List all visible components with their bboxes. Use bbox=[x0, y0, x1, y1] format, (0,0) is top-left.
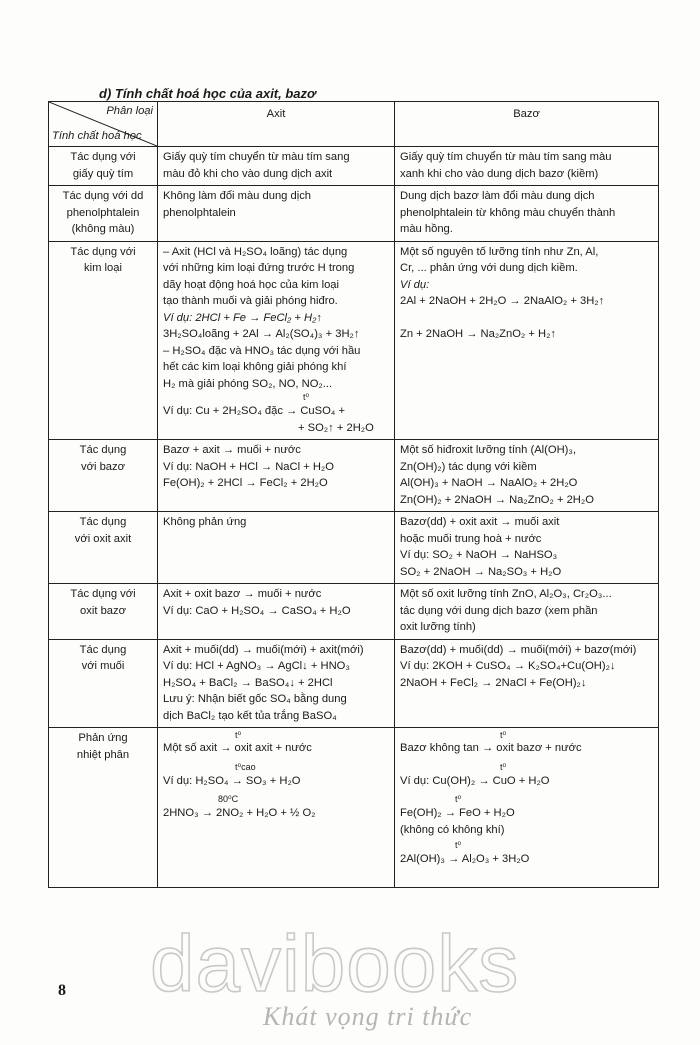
property-cell bbox=[49, 512, 158, 584]
acid-line: phenolphtalein bbox=[163, 206, 236, 219]
condition-label: t⁰ bbox=[500, 730, 507, 740]
property-line: với oxit axit bbox=[74, 532, 132, 545]
base-line: xanh khi cho vào dung dịch bazơ (kiềm) bbox=[400, 167, 599, 180]
acid-line: Ví dụ: Cu + 2H₂SO₄ đặc → CuSO₄ + bbox=[163, 405, 345, 417]
property-line: phenolphtalein bbox=[66, 206, 140, 219]
acid-line: 3H₂SO₄loãng + 2Al → Al₂(SO₄)₃ + 3H₂↑ bbox=[163, 328, 360, 340]
property-line: Phản ứng bbox=[78, 732, 128, 744]
acid-line: Một số axit → oxit axit + nước bbox=[163, 742, 312, 754]
property-cell bbox=[49, 639, 158, 728]
acid-line: Ví dụ: HCl + AgNO₃ → AgCl↓ + HNO₃ bbox=[163, 660, 350, 672]
acid-line: với những kim loại đứng trước H trong bbox=[163, 262, 355, 274]
base-line: Ví dụ: bbox=[400, 278, 430, 291]
base-line bbox=[400, 310, 653, 326]
base-line: SO₂ + 2NaOH → Na₂SO₃ + H₂O bbox=[400, 565, 562, 578]
section-title: d) Tính chất hoá học của axit, bazơ bbox=[99, 86, 316, 101]
table-row bbox=[49, 584, 659, 640]
acid-cell bbox=[158, 584, 395, 640]
property-cell bbox=[49, 147, 158, 186]
watermark-brand: davibooks bbox=[150, 919, 520, 1008]
table-row bbox=[49, 512, 659, 584]
column-header-base: Bazơ bbox=[395, 102, 659, 147]
table-row bbox=[49, 147, 659, 186]
acid-line: Lưu ý: Nhận biết gốc SO₄ bằng dung bbox=[163, 693, 347, 705]
base-line: Ví dụ: 2KOH + CuSO₄ → K₂SO₄+Cu(OH)₂↓ bbox=[400, 660, 616, 672]
acid-cell bbox=[158, 440, 395, 512]
property-line: Tác dụng với bbox=[70, 588, 136, 600]
acid-line: Axit + muối(dd) → muối(mới) + axit(mới) bbox=[163, 643, 364, 656]
base-line: Ví dụ: Cu(OH)₂ → CuO + H₂O bbox=[400, 774, 550, 787]
base-cell bbox=[395, 728, 659, 888]
acid-line: dãy hoạt động hoá học của kim loại bbox=[163, 278, 340, 291]
property-cell bbox=[49, 584, 158, 640]
acid-line: Axit + oxit bazơ → muối + nước bbox=[163, 588, 322, 600]
property-line: với bazơ bbox=[81, 460, 125, 473]
property-line: Tác dụng với dd bbox=[62, 190, 144, 202]
base-cell bbox=[395, 639, 659, 728]
condition-label: t⁰ bbox=[500, 761, 507, 772]
base-line: Giấy quỳ tím chuyển từ màu tím sang màu bbox=[400, 151, 612, 163]
property-line: giấy quỳ tím bbox=[72, 167, 134, 180]
acid-line: Ví dụ: NaOH + HCl → NaCl + H₂O bbox=[163, 460, 334, 473]
column-header-acid: Axit bbox=[158, 102, 395, 147]
acid-line: H₂ mà giải phóng SO₂, NO, NO₂... bbox=[163, 377, 333, 390]
acid-cell bbox=[158, 728, 395, 888]
base-line: 2NaOH + FeCl₂ → 2NaCl + Fe(OH)₂↓ bbox=[400, 676, 587, 689]
base-cell bbox=[395, 186, 659, 242]
table-row bbox=[49, 728, 659, 888]
acid-line: hết các kim loại không giải phóng khí bbox=[163, 361, 347, 373]
base-line: Zn(OH)₂) tác dụng với kiềm bbox=[400, 460, 537, 473]
acid-line: màu đỏ khi cho vào dung dịch axit bbox=[163, 167, 333, 180]
base-cell bbox=[395, 440, 659, 512]
base-line: Zn(OH)₂ + 2NaOH → Na₂ZnO₂ + 2H₂O bbox=[400, 493, 594, 506]
base-line: hoặc muối trung hoà + nước bbox=[400, 532, 542, 545]
property-line: Tác dụng bbox=[79, 516, 127, 528]
base-line: Bazơ(dd) + oxit axit → muối axit bbox=[400, 516, 560, 528]
base-line: Al(OH)₃ + NaOH → NaAlO₂ + 2H₂O bbox=[400, 477, 578, 489]
property-cell bbox=[49, 728, 158, 888]
acid-line: 2HNO₃ → 2NO₂ + H₂O + ½ O₂ bbox=[163, 807, 316, 819]
acid-cell bbox=[158, 512, 395, 584]
property-line: nhiệt phân bbox=[76, 748, 130, 761]
corner-label-property: Tính chất hoá học bbox=[52, 129, 142, 142]
base-line: Cr, ... phản ứng với dung dịch kiềm. bbox=[400, 262, 578, 274]
base-line: 2Al(OH)₃ → Al₂O₃ + 3H₂O bbox=[400, 853, 530, 865]
table-row bbox=[49, 440, 659, 512]
base-line: 2Al + 2NaOH + 2H₂O → 2NaAlO₂ + 3H₂↑ bbox=[400, 295, 605, 307]
acid-cell bbox=[158, 639, 395, 728]
table-row bbox=[49, 241, 659, 440]
base-line: phenolphtalein từ không màu chuyển thành bbox=[400, 206, 616, 219]
base-line: (không có không khí) bbox=[400, 823, 505, 836]
acid-line: Ví dụ: CaO + H₂SO₄ → CaSO₄ + H₂O bbox=[163, 604, 351, 617]
base-cell bbox=[395, 147, 659, 186]
base-line: Zn + 2NaOH → Na₂ZnO₂ + H₂↑ bbox=[400, 327, 557, 340]
base-line: Một số oxit lưỡng tính ZnO, Al₂O₃, Cr₂O₃... bbox=[400, 588, 612, 600]
acid-cell bbox=[158, 147, 395, 186]
base-line: oxit lưỡng tính) bbox=[400, 621, 476, 633]
table-header-row bbox=[49, 102, 659, 147]
property-line: Tác dụng bbox=[79, 444, 127, 456]
watermark-slogan: Khát vọng tri thức bbox=[263, 1002, 473, 1031]
table-row bbox=[49, 639, 659, 728]
acid-base-properties-table bbox=[48, 101, 659, 888]
property-line: kim loại bbox=[84, 262, 122, 274]
condition-label: t⁰ bbox=[455, 794, 462, 804]
acid-line: Giấy quỳ tím chuyển từ màu tím sang bbox=[163, 151, 350, 163]
acid-line: – Axit (HCl và H₂SO₄ loãng) tác dụng bbox=[163, 245, 348, 258]
base-cell bbox=[395, 584, 659, 640]
property-line: Tác dụng với bbox=[70, 151, 136, 163]
corner-label-classification: Phân loại bbox=[106, 105, 153, 117]
corner-header-cell bbox=[49, 102, 158, 147]
base-line: Ví dụ: SO₂ + NaOH → NaHSO₃ bbox=[400, 549, 558, 561]
acid-cell bbox=[158, 186, 395, 242]
base-line: Fe(OH)₂ → FeO + H₂O bbox=[400, 807, 515, 819]
acid-line: H₂SO₄ + BaCl₂ → BaSO₄↓ + 2HCl bbox=[163, 676, 333, 689]
base-line: tác dụng với dung dịch bazơ (xem phần bbox=[400, 604, 598, 617]
acid-line: Không làm đổi màu dung dịch bbox=[163, 190, 312, 202]
condition-label: t⁰ bbox=[235, 730, 242, 740]
property-cell bbox=[49, 241, 158, 440]
acid-line: + SO₂↑ + 2H₂O bbox=[298, 421, 374, 434]
property-cell bbox=[49, 440, 158, 512]
acid-line: Bazơ + axit → muối + nước bbox=[163, 444, 301, 456]
base-line: Dung dịch bazơ làm đổi màu dung dịch bbox=[400, 190, 595, 202]
acid-line: – H₂SO₄ đặc và HNO₃ tác dụng với hầu bbox=[163, 344, 361, 357]
base-line: Một số nguyên tố lưỡng tính như Zn, Al, bbox=[400, 245, 599, 258]
acid-line: tạo thành muối và giải phóng hiđro. bbox=[163, 295, 338, 307]
acid-line: Ví dụ: H₂SO₄ → SO₃ + H₂O bbox=[163, 774, 301, 787]
property-line: Tác dụng với bbox=[70, 245, 136, 258]
property-line: (không màu) bbox=[71, 223, 135, 235]
acid-line: Fe(OH)₂ + 2HCl → FeCl₂ + 2H₂O bbox=[163, 477, 328, 489]
acid-line: dịch BaCl₂ tạo kết tủa trắng BaSO₄ bbox=[163, 709, 337, 722]
property-cell bbox=[49, 186, 158, 242]
condition-label: 80⁰C bbox=[218, 794, 239, 804]
base-cell bbox=[395, 241, 659, 440]
base-line: màu hồng. bbox=[400, 223, 453, 235]
acid-cell bbox=[158, 241, 395, 440]
acid-line: Không phản ứng bbox=[163, 516, 247, 528]
condition-label: t⁰ bbox=[303, 392, 310, 402]
condition-label: t⁰ bbox=[455, 840, 462, 850]
base-line: Bazơ không tan → oxit bazơ + nước bbox=[400, 742, 582, 754]
property-line: oxit bazơ bbox=[80, 604, 126, 617]
table-row bbox=[49, 186, 659, 242]
base-line: Bazơ(dd) + muối(dd) → muối(mới) + bazơ(mới) bbox=[400, 643, 637, 656]
acid-line: Ví dụ: 2HCl + Fe → FeCl₂ + H₂↑ bbox=[163, 311, 322, 324]
property-line: Tác dụng bbox=[79, 643, 127, 656]
property-line: với muối bbox=[81, 660, 125, 672]
base-line: Một số hiđroxit lưỡng tính (Al(OH)₃, bbox=[400, 444, 577, 456]
page-number: 8 bbox=[58, 982, 66, 999]
condition-label: t⁰cao bbox=[235, 761, 256, 772]
base-cell bbox=[395, 512, 659, 584]
